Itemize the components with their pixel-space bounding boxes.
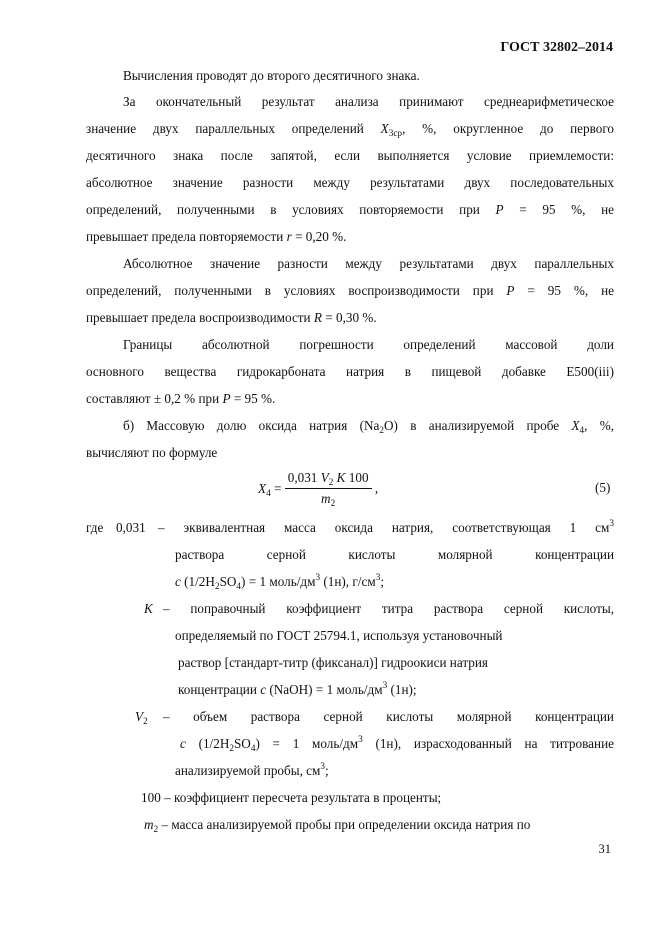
paragraph-result-line5: определений, полученными в условиях повторяемости при P = 95 %, не (86, 202, 615, 217)
paragraph-sodium-oxide-line2: вычисляют по формуле (86, 445, 218, 460)
def-v2-line3: анализируемой пробы, $см^3$; (175, 761, 329, 778)
def-0031-line3: c $(1/2H_2SO_4) = 1$ моль/$дм^3$ (1н), $г/см^3$; (175, 572, 384, 591)
def-k-line3: раствор [стандарт-титр (фиксанал)] гидроокиси натрия (178, 655, 489, 670)
def-k-var: K (144, 601, 153, 616)
standard-header: ГОСТ 32802–2014 (500, 40, 613, 55)
def-v2-line2: c $(1/2H_2SO_4) = 1$ моль/$дм^3$ (1н), израсходованный на титрование (180, 734, 614, 753)
paragraph-error-line1: Границы абсолютной погрешности определений массовой доли (123, 337, 614, 352)
page-number: 31 (598, 842, 611, 856)
paragraph-error-line3: составляют ± 0,2 % при P = 95 %. (86, 391, 276, 406)
formula-fraction: $\frac{0,031 V_2 K 100}{m_2}$ (285, 469, 372, 508)
paragraph-reproducibility-line1: Абсолютное значение разности между результатами двух параллельных (123, 256, 614, 271)
paragraph-reproducibility-line2: определений, полученными в условиях воспроизводимости при P = 95 %, не (86, 283, 614, 298)
formula-number: (5) (595, 480, 611, 495)
formula-5: $X_4$ = $\frac{0,031 V_2 K 100}{m_2}$ , (258, 470, 379, 508)
paragraph-reproducibility-line3: превышает предела воспроизводимости R = 0,30 %. (86, 310, 377, 325)
def-v2-var: $V_2$ (135, 709, 148, 726)
paragraph-result-line1: За окончательный результат анализа принимают среднеарифметическое (123, 94, 614, 109)
def-0031-line2: раствора серной кислоты молярной концентрации (175, 547, 614, 562)
def-k-line2: определяемый по ГОСТ 25794.1, используя установочный (175, 628, 503, 643)
def-100: 100 – коэффициент пересчета результата в проценты; (141, 790, 442, 805)
def-where: где (86, 520, 104, 535)
def-k-line4: концентрации c (NaOH) = 1 моль/$дм^3$ (1н); (178, 680, 417, 697)
paragraph-result-line4: абсолютное значение разности между результатами двух последовательных (86, 175, 614, 190)
def-0031-value: 0,031 (116, 520, 146, 535)
paragraph-result-line2: значение двух параллельных определений $X_{3ср}$, %, округленное до первого (86, 121, 615, 138)
paragraph-error-line2: основного вещества гидрокарбоната натрия в пищевой добавке Е500(iii) (86, 364, 614, 379)
def-m2: $m_2$ – масса анализируемой пробы при определении оксида натрия по (144, 817, 531, 834)
def-0031-line1: – эквивалентная масса оксида натрия, соответствующая 1 $см^3$ (158, 518, 614, 535)
paragraph-precision: Вычисления проводят до второго десятичного знака. (123, 68, 420, 83)
paragraph-sodium-oxide-line1: б) Массовую долю оксида натрия $(Na_2O)$ в анализируемой пробе $X_4$, %, (123, 418, 614, 435)
paragraph-result-line3: десятичного знака после запятой, если выполняется условие приемлемости: (86, 148, 614, 163)
paragraph-result-line6: превышает предела повторяемости r = 0,20 %. (86, 229, 347, 244)
def-v2-line1: – объем раствора серной кислоты молярной концентрации (163, 709, 614, 724)
def-k-line1: – поправочный коэффициент титра раствора серной кислоты, (163, 601, 614, 616)
